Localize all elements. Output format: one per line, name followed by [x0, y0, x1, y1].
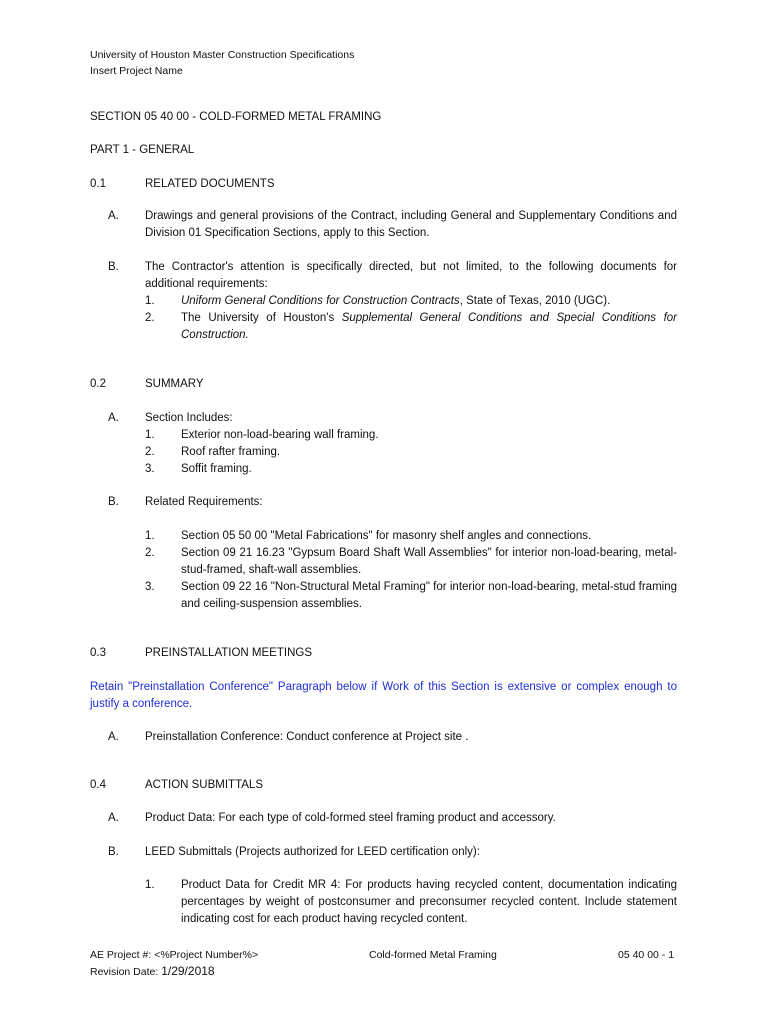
list-marker: 1.	[145, 879, 155, 891]
list-item: Soffit framing.	[181, 463, 252, 475]
list-item: Section 09 22 16 "Non-Structural Metal Framing" for interior non-load-bearing, metal-stud framing and ceiling-suspension assemblies.	[181, 581, 677, 610]
part-title: PART 1 - GENERAL	[90, 144, 195, 156]
footer-page-number: 05 40 00 - 1	[618, 949, 675, 961]
list-item: Uniform General Conditions for Construction Contracts, State of Texas, 2010 (UGC).	[181, 295, 611, 307]
paragraph-marker: B.	[108, 846, 119, 858]
list-marker: 1.	[145, 295, 155, 307]
list-item: Product Data for Credit MR 4: For products having recycled content, documentation indicating percentages by weight of postconsumer and preconsumer recycled content. Include statement indicating cost for each product having recycled content.	[181, 879, 677, 925]
list-marker: 1.	[145, 530, 155, 542]
article-number: 0.4	[90, 779, 106, 791]
paragraph-marker: A.	[108, 731, 119, 743]
list-item: Exterior non-load-bearing wall framing.	[181, 429, 379, 441]
header-spec-title: University of Houston Master Construction Specifications	[90, 49, 355, 61]
editor-note: Retain "Preinstallation Conference" Paragraph below if Work of this Section is extensive or complex enough to justify a conference.	[90, 681, 677, 710]
list-marker: 1.	[145, 429, 155, 441]
document-title: Uniform General Conditions for Construction Contracts	[181, 295, 460, 307]
list-marker: 2.	[145, 312, 155, 324]
paragraph-text: Drawings and general provisions of the Contract, including General and Supplementary Conditions and Division 01 Specification Sections, apply to this Section.	[145, 210, 677, 239]
document-title: Supplemental General Conditions and Special Conditions for Construction	[181, 312, 677, 341]
paragraph-marker: A.	[108, 412, 119, 424]
footer-section-name: Cold-formed Metal Framing	[369, 949, 497, 961]
article-title: RELATED DOCUMENTS	[145, 178, 275, 190]
footer-revision-date: Revision Date: 1/29/2018	[90, 964, 215, 978]
section-title: SECTION 05 40 00 - COLD-FORMED METAL FRAMING	[90, 111, 382, 123]
list-marker: 3.	[145, 463, 155, 475]
paragraph-marker: A.	[108, 210, 119, 222]
paragraph-marker: B.	[108, 261, 119, 273]
list-item: The University of Houston's Supplemental General Conditions and Special Conditions for Construction.	[181, 312, 677, 341]
article-number: 0.1	[90, 178, 106, 190]
article-number: 0.3	[90, 647, 106, 659]
article-title: PREINSTALLATION MEETINGS	[145, 647, 312, 659]
paragraph-text: The Contractor's attention is specifically directed, but not limited, to the following documents for additional requirements:	[145, 261, 677, 290]
paragraph-text: Section Includes:	[145, 412, 233, 424]
paragraph-text: Preinstallation Conference: Conduct conference at Project site .	[145, 731, 469, 743]
list-item: Section 09 21 16.23 "Gypsum Board Shaft Wall Assemblies" for interior non-load-bearing, metal-stud-framed, shaft-wall assemblies.	[181, 547, 677, 576]
paragraph-marker: A.	[108, 812, 119, 824]
list-marker: 3.	[145, 581, 155, 593]
paragraph-text: Product Data: For each type of cold-formed steel framing product and accessory.	[145, 812, 556, 824]
list-marker: 2.	[145, 446, 155, 458]
article-title: SUMMARY	[145, 378, 204, 390]
list-item: Roof rafter framing.	[181, 446, 281, 458]
list-marker: 2.	[145, 547, 155, 559]
list-item: Section 05 50 00 "Metal Fabrications" for masonry shelf angles and connections.	[181, 530, 592, 542]
article-number: 0.2	[90, 378, 106, 390]
paragraph-text: LEED Submittals (Projects authorized for LEED certification only):	[145, 846, 480, 858]
paragraph-marker: B.	[108, 496, 119, 508]
footer-project-number: AE Project #: <%Project Number%>	[90, 949, 259, 961]
paragraph-text: Related Requirements:	[145, 496, 263, 508]
header-project-name: Insert Project Name	[90, 65, 183, 77]
article-title: ACTION SUBMITTALS	[145, 779, 263, 791]
